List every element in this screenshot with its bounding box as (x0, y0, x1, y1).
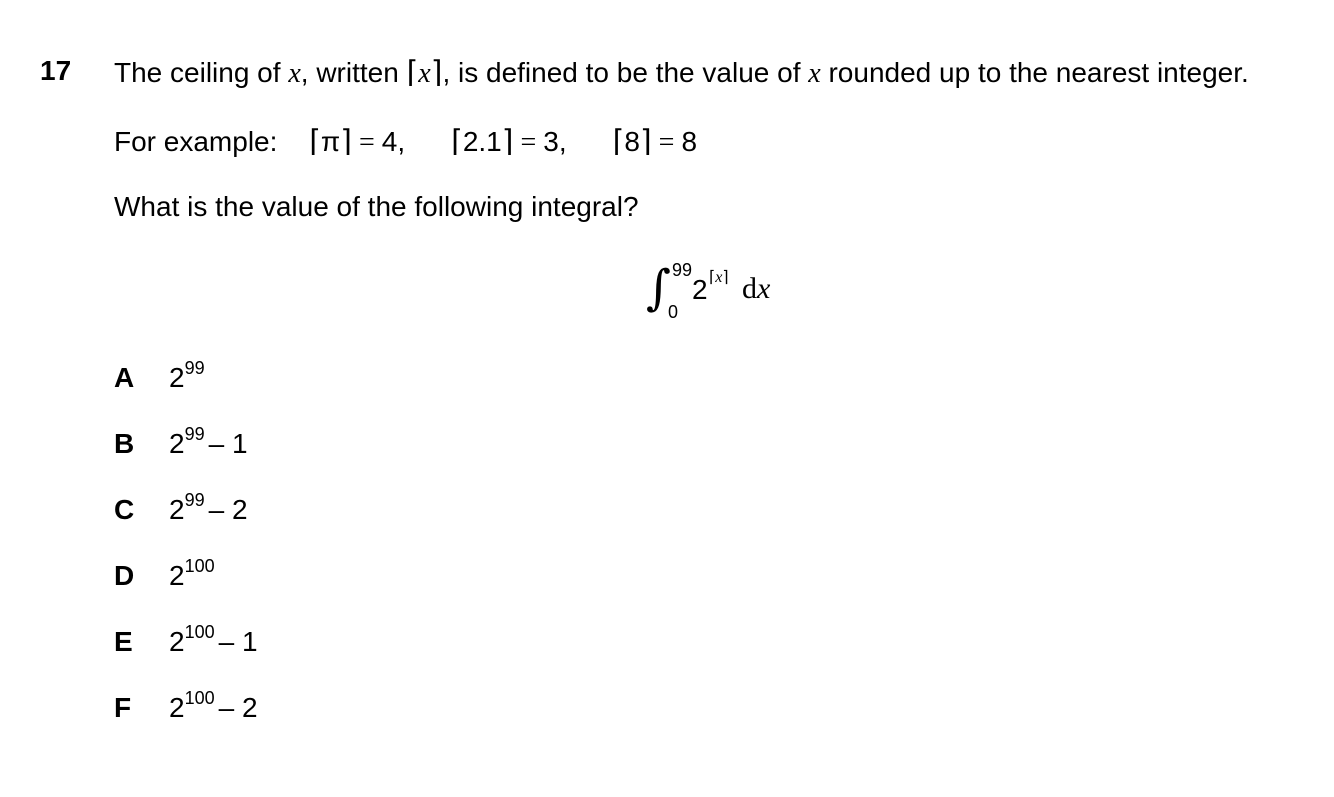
option-expression (169, 490, 248, 526)
ceiling-close: ⌉ (430, 56, 443, 89)
differential-var: x (757, 272, 771, 305)
option-suffix: – 2 (208, 494, 248, 525)
option-exponent: 99 (184, 490, 205, 510)
integrand-base: 2 (692, 274, 708, 305)
option-exponent: 100 (184, 688, 215, 708)
integral-upper-limit: 99 (672, 260, 693, 280)
ceiling-var: x (418, 58, 431, 89)
example-equals: = (651, 127, 682, 158)
integral-lower-limit: 0 (668, 302, 679, 322)
differential-d: d (742, 272, 757, 305)
definition-text-1: The ceiling of (114, 57, 289, 88)
option-letter: F (114, 692, 132, 723)
definition-var-x: x (288, 58, 301, 89)
definition-text-2: , written (300, 57, 407, 88)
option-expression (169, 688, 258, 724)
option-base: 2 (169, 692, 185, 723)
example-line (114, 124, 697, 159)
option-exponent: 99 (184, 358, 205, 378)
option-expression (169, 556, 215, 592)
example-result: 4, (381, 126, 406, 157)
example-arg: 8 (624, 126, 640, 157)
option-letter: D (114, 560, 135, 591)
option-expression (169, 358, 205, 394)
integrand-exponent (709, 267, 729, 287)
option-letter: C (114, 494, 135, 525)
exponent-ceil-open: ⌈ (709, 269, 716, 286)
option-expression (169, 424, 248, 460)
question-definition (114, 55, 1249, 90)
question-prompt: What is the value of the following integral? (114, 191, 639, 222)
option-base: 2 (169, 560, 185, 591)
definition-var-x-2: x (808, 58, 821, 89)
option-suffix: – 1 (208, 428, 248, 459)
integral-sign: ∫ (646, 260, 672, 316)
example-ceil-open: ⌈ (612, 125, 625, 158)
definition-text-3: , is defined to be the value of (442, 57, 809, 88)
option-exponent: 100 (184, 622, 215, 642)
example-ceil-open: ⌈ (451, 125, 463, 158)
option-base: 2 (169, 428, 185, 459)
example-ceil-close: ⌉ (340, 125, 352, 158)
example-item (613, 124, 697, 159)
option-base: 2 (169, 362, 185, 393)
integral-differential (742, 272, 770, 306)
example-item (451, 124, 567, 159)
example-list (285, 126, 697, 157)
example-result: 8 (681, 126, 698, 157)
option-suffix: – 1 (218, 626, 258, 657)
ceiling-open: ⌈ (406, 56, 419, 89)
option-exponent: 100 (184, 556, 215, 576)
example-ceil-open: ⌈ (309, 125, 321, 158)
option-base: 2 (169, 494, 185, 525)
example-label: For example: (114, 126, 278, 157)
example-item (309, 124, 405, 159)
example-equals: = (513, 127, 544, 158)
option-letter: E (114, 626, 133, 657)
option-base: 2 (169, 626, 185, 657)
question-number: 17 (40, 55, 72, 86)
example-result: 3, (543, 126, 567, 157)
option-exponent: 99 (184, 424, 205, 444)
exponent-ceil-close: ⌉ (722, 269, 729, 286)
option-letter: B (114, 428, 135, 459)
example-arg: π (320, 126, 341, 157)
option-expression (169, 622, 258, 658)
exponent-var: x (715, 269, 723, 286)
definition-text-4: rounded up to the nearest integer. (820, 57, 1249, 88)
example-ceil-close: ⌉ (639, 125, 652, 158)
option-letter: A (114, 362, 135, 393)
option-suffix: – 2 (218, 692, 258, 723)
example-arg: 2.1 (462, 126, 502, 157)
example-equals: = (351, 127, 382, 158)
example-ceil-close: ⌉ (501, 125, 514, 158)
integral-expression (646, 258, 786, 328)
